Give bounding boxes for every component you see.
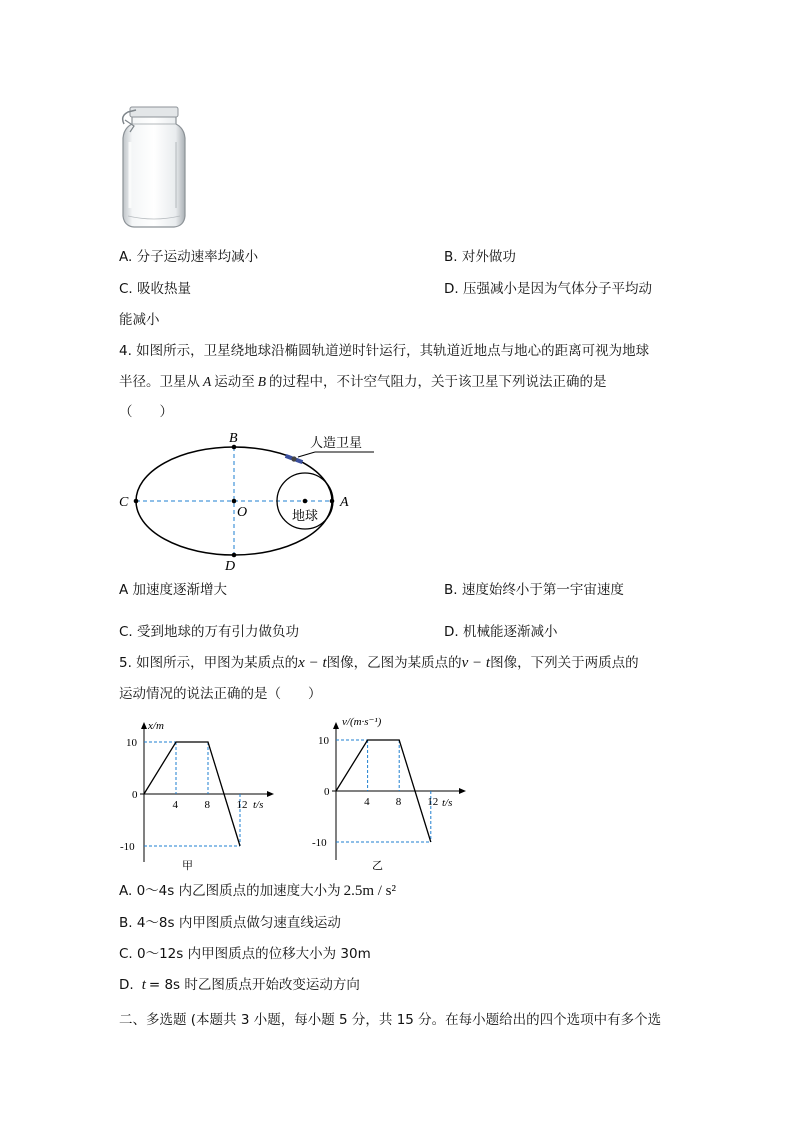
label-o: O bbox=[237, 505, 248, 520]
chart-caption: 甲 bbox=[182, 859, 193, 872]
x-tick-label: 4 bbox=[364, 796, 370, 808]
q3-option-d[interactable]: D. 压强减小是因为气体分子平均动 bbox=[444, 281, 652, 297]
x-tick-label: 8 bbox=[204, 799, 210, 811]
q5-option-d-letter: D. bbox=[119, 977, 134, 993]
q5-stem-part: 5. 如图所示，甲图为某质点的 bbox=[119, 655, 299, 671]
q3-option-d-continued: 能减小 bbox=[119, 312, 160, 328]
q4-stem-part: 运动至 bbox=[214, 374, 255, 390]
vt-expression: v − t bbox=[461, 655, 491, 671]
q4-option-b[interactable]: B. 速度始终小于第一宇宙速度 bbox=[444, 582, 624, 598]
q3-option-c[interactable]: C. 吸收热量 bbox=[119, 281, 192, 297]
q3-option-b[interactable]: B. 对外做功 bbox=[444, 249, 516, 265]
q4-stem-line2 bbox=[119, 373, 607, 391]
x-tick-label: 4 bbox=[172, 799, 178, 811]
satellite-icon bbox=[285, 453, 304, 464]
x-tick-label: 12 bbox=[236, 799, 248, 811]
q5-option-a-text: A. 0～4s 内乙图质点的加速度大小为 bbox=[119, 883, 341, 899]
q4-option-d[interactable]: D. 机械能逐渐减小 bbox=[444, 624, 558, 640]
y-tick-label: -10 bbox=[120, 841, 135, 853]
q5-option-c[interactable]: C. 0～12s 内甲图质点的位移大小为 30m bbox=[119, 946, 371, 962]
chart-yi bbox=[306, 712, 476, 877]
q4-stem-line1: 4. 如图所示，卫星绕地球沿椭圆轨道逆时针运行，其轨道近地点与地心的距离可视为地球 bbox=[119, 343, 650, 359]
q5-stem-part: 图像，下列关于两质点的 bbox=[490, 655, 639, 671]
label-satellite: 人造卫星 bbox=[310, 436, 363, 451]
q5-option-a[interactable] bbox=[119, 882, 396, 900]
q5-option-a-value: 2.5m / s² bbox=[343, 883, 397, 899]
x-tick-label: 8 bbox=[395, 796, 402, 808]
y-tick-label: 0 bbox=[132, 789, 138, 801]
q4-option-a[interactable]: A 加速度逐渐增大 bbox=[119, 582, 228, 598]
x-tick-label: 12 bbox=[427, 796, 439, 808]
q4-stem-part: 的过程中，不计空气阻力，关于该卫星下列说法正确的是 bbox=[269, 374, 607, 390]
y-tick-label: 10 bbox=[126, 737, 137, 749]
y-axis-label: v/(m·s⁻¹) bbox=[342, 716, 382, 728]
x-axis-label: t/s bbox=[253, 799, 264, 811]
point-b-ref: B bbox=[257, 374, 266, 389]
q5-option-b[interactable]: B. 4～8s 内甲图质点做匀速直线运动 bbox=[119, 915, 341, 931]
q4-stem-part: 半径。卫星从 bbox=[119, 374, 200, 390]
label-d: D bbox=[225, 559, 236, 574]
point-a-ref: A bbox=[203, 374, 212, 389]
q5-stem-line1 bbox=[119, 654, 639, 672]
y-tick-label: 10 bbox=[318, 735, 329, 747]
q5-option-d[interactable] bbox=[119, 976, 360, 994]
q5-stem-part: 图像，乙图为某质点的 bbox=[326, 655, 462, 671]
xt-expression: x − t bbox=[298, 655, 327, 671]
section-2-heading: 二、多选题 (本题共 3 小题，每小题 5 分，共 15 分。在每小题给出的四个选项中有多个选 bbox=[119, 1012, 662, 1028]
y-axis-label: x/m bbox=[148, 720, 164, 732]
y-tick-label: 0 bbox=[324, 786, 330, 798]
y-tick-label: -10 bbox=[312, 837, 327, 849]
label-c: C bbox=[119, 495, 129, 510]
chart-caption: 乙 bbox=[372, 859, 383, 872]
label-earth: 地球 bbox=[292, 509, 319, 524]
label-b: B bbox=[229, 431, 238, 446]
x-axis-label: t/s bbox=[442, 797, 453, 809]
t-variable: t bbox=[141, 977, 146, 993]
q3-option-a[interactable]: A. 分子运动速率均减小 bbox=[119, 249, 259, 265]
orbit-diagram bbox=[112, 428, 382, 578]
q4-option-c[interactable]: C. 受到地球的万有引力做负功 bbox=[119, 624, 300, 640]
q5-option-d-text: = 8s 时乙图质点开始改变运动方向 bbox=[148, 977, 360, 993]
label-a: A bbox=[340, 495, 349, 510]
q4-answer-paren: （ ） bbox=[119, 404, 173, 420]
chart-jia bbox=[112, 712, 282, 877]
glass-jar-image bbox=[118, 104, 190, 230]
q5-stem-line2: 运动情况的说法正确的是（ ） bbox=[119, 686, 322, 702]
